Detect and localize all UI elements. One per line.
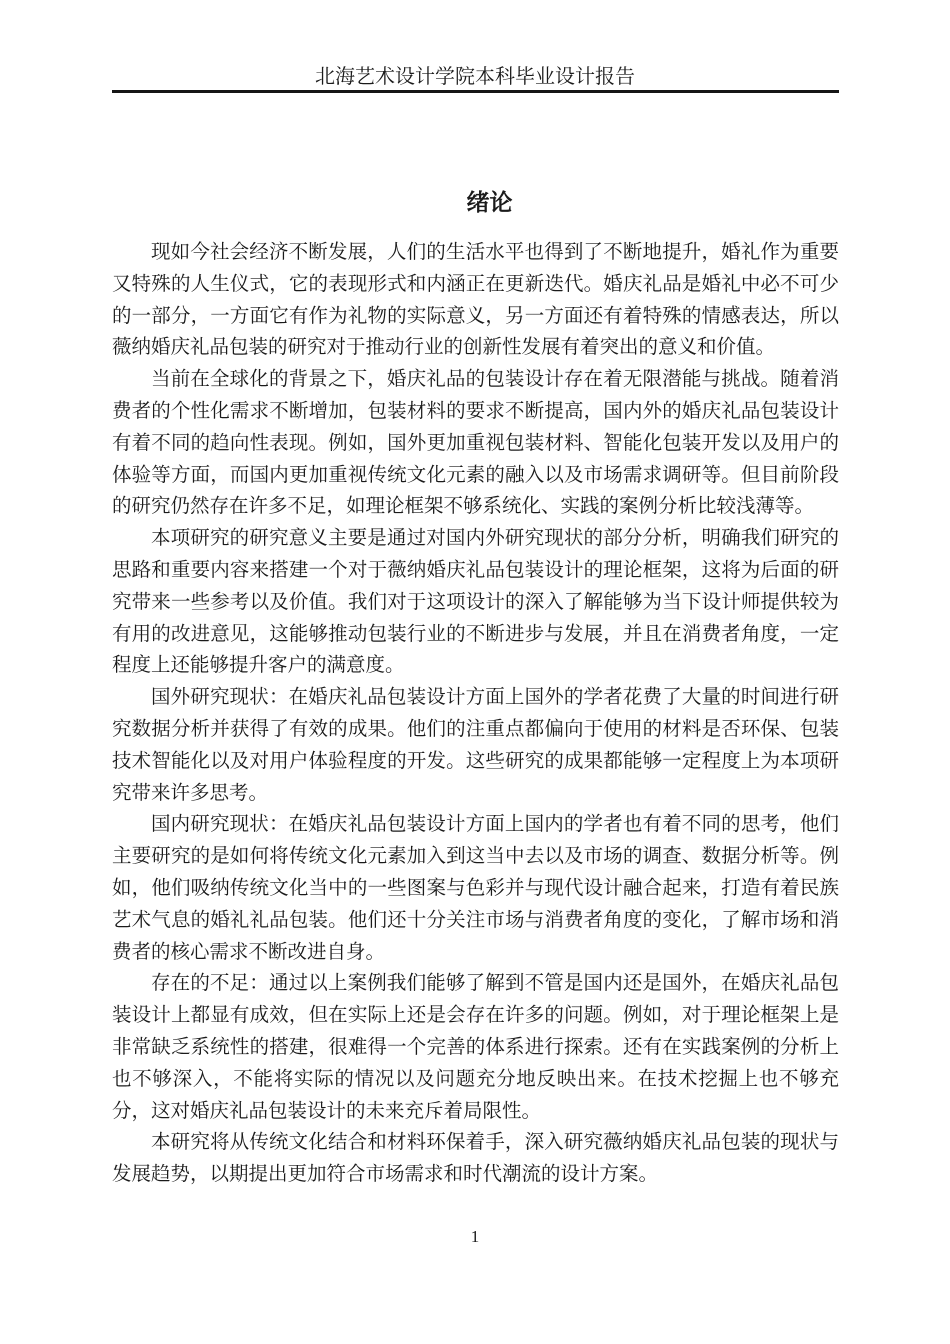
paragraph: 本项研究的研究意义主要是通过对国内外研究现状的部分分析，明确我们研究的思路和重要内容来搭建一个对于薇纳婚庆礼品包装设计的理论框架，这将为后面的研究带来一些参考以及价值。我们对于这项设计的深入了解能够为当下设计师提供较为有用的改进意见，这能够推动包装行业的不断进步与发展，并且在消费者角度，一定程度上还能够提升客户的满意度。 xyxy=(112,528,839,677)
paragraph: 当前在全球化的背景之下，婚庆礼品的包装设计存在着无限潜能与挑战。随着消费者的个性化需求不断增加，包装材料的要求不断提高，国内外的婚庆礼品包装设计有着不同的趋向性表现。例如，国外更加重视包装材料、智能化包装开发以及用户的体验等方面，而国内更加重视传统文化元素的融入以及市场需求调研等。但目前阶段的研究仍然存在许多不足，如理论框架不够系统化、实践的案例分析比较浅薄等。 xyxy=(112,369,839,518)
paragraph: 国内研究现状：在婚庆礼品包装设计方面上国内的学者也有着不同的思考，他们主要研究的是如何将传统文化元素加入到这当中去以及市场的调查、数据分析等。例如，他们吸纳传统文化当中的一些图案与色彩并与现代设计融合起来，打造有着民族艺术气息的婚礼礼品包装。他们还十分关注市场与消费者角度的变化，了解市场和消费者的核心需求不断改进自身。 xyxy=(112,814,839,963)
body-text xyxy=(112,237,839,1191)
page-number: 1 xyxy=(470,1227,480,1246)
paragraph: 存在的不足：通过以上案例我们能够了解到不管是国内还是国外，在婚庆礼品包装设计上都显有成效，但在实际上还是会存在许多的问题。例如，对于理论框架上是非常缺乏系统性的搭建，很难得一个完善的体系进行探索。还有在实践案例的分析上也不够深入，不能将实际的情况以及问题充分地反映出来。在技术挖掘上也不够充分，这对婚庆礼品包装设计的未来充斥着局限性。 xyxy=(112,973,839,1122)
paragraph: 国外研究现状：在婚庆礼品包装设计方面上国外的学者花费了大量的时间进行研究数据分析并获得了有效的成果。他们的注重点都偏向于使用的材料是否环保、包装技术智能化以及对用户体验程度的开发。这些研究的成果都能够一定程度上为本项研究带来许多思考。 xyxy=(112,687,839,804)
paragraph: 现如今社会经济不断发展，人们的生活水平也得到了不断地提升，婚礼作为重要又特殊的人生仪式，它的表现形式和内涵正在更新迭代。婚庆礼品是婚礼中必不可少的一部分，一方面它有作为礼物的实际意义，另一方面还有着特殊的情感表达，所以薇纳婚庆礼品包装的研究对于推动行业的创新性发展有着突出的意义和价值。 xyxy=(112,242,839,359)
paragraph: 本研究将从传统文化结合和材料环保着手，深入研究薇纳婚庆礼品包装的现状与发展趋势，以期提出更加符合市场需求和时代潮流的设计方案。 xyxy=(112,1132,839,1186)
header-title: 北海艺术设计学院本科毕业设计报告 xyxy=(315,66,635,88)
section-title: 绪论 xyxy=(466,190,513,215)
header-rule xyxy=(112,90,839,93)
